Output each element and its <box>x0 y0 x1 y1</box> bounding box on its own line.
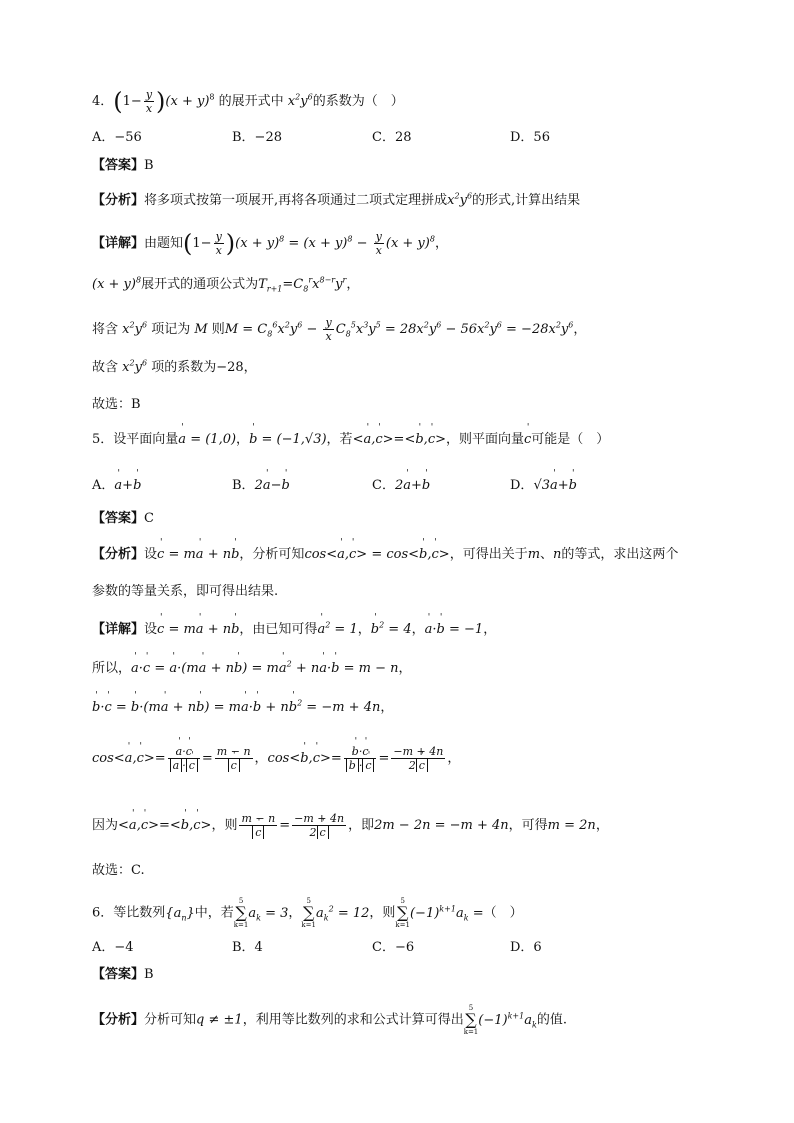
q5-analysis-line-1: 【分析】设' c = m' a + n' b，分析可知cos<' a,' c> = cos<' b,' c>，可得出关于m、n的等式，求出这两个 <box>92 547 734 564</box>
q4-stem: 4．(1− $\frac{y}{x}$ )$(x + y)^8$ 的展开式中 $x^2y^6$的系数为（ ） <box>92 87 404 116</box>
q6-analysis: 【分析】分析可知q ≠ ±1，利用等比数列的求和公式计算可得出5 ∑ $k=1(-1)^{k+1}a_k$的值. <box>92 1004 567 1036</box>
q5-detail-line-3: ' b·' c = ' b·(m' a + n' b) = m' a·' b + n' $b^2 = -m + 4n$， <box>92 700 734 717</box>
q4-detail-line-1: 【详解】由题知(1− $\frac{y}{x}$ )$(x + y)^8 = (x + y)^8$ − $\frac{y}{x}$ $(x + y)^8$， <box>92 229 448 258</box>
q5-detail-line-4: cos<' a,' c>= ' a·' c ' a ·' c = m − n ' c ，cos<' b,' c>= ' b·' c ' b ·' c = $\frac{-m + 4n}{2' c}$ ， <box>92 745 734 772</box>
q5-option-b: B．2' a−' b <box>232 474 290 493</box>
q4-option-b: B．−28 <box>232 130 282 145</box>
q5-stem: 5．设平面向量' a = (1,0)，' b = (−1,√3)，若<' a,' c>=<' b,' c>，则平面向量' c可能是（ ） <box>92 432 734 449</box>
q4-detail-line-4: 故含 $x^2y^6$ 项的系数为−28， <box>92 358 257 375</box>
q5-choose: 故选：C. <box>92 863 145 878</box>
q5-option-d: D．√3' a+' b <box>510 474 577 493</box>
q4-detail-line-3: 将含 $x^2y^6$ 项记为 M 则$M = C_8^6x^2y^6$ − $\frac{y}{x}$ $C_8^5x^3y^5 = 28x^2y^6 - 56x^2y^6 = -28x^2y^6$， <box>92 316 587 343</box>
q4-answer: 【答案】B <box>92 158 154 173</box>
q6-answer: 【答案】B <box>92 967 154 982</box>
q4-option-d: D．56 <box>510 130 550 145</box>
q5-detail-line-5: 因为<' a,' c>=<' b,' c>，则 m − n ' c = $\frac{-m + 4n}{2' c}$ ，即2m − 2n = −m + 4n，可得m = 2n， <box>92 812 734 839</box>
q6-option-b: B．4 <box>232 940 263 955</box>
q4-option-c: C．28 <box>372 130 412 145</box>
q5-option-a: A．' a+' b <box>92 474 141 493</box>
q6-option-a: A．−4 <box>92 940 134 955</box>
q5-analysis-line-2: 参数的等量关系，即可得出结果. <box>92 584 279 599</box>
q4-analysis: 【分析】将多项式按第一项展开,再将各项通过二项式定理拼成$x^2y^6$的形式,计算出结果 <box>92 191 581 208</box>
q5-detail-line-2: 所以，' a·' c = ' a·(m' a + n' b) = m' $a^2 + n'$ a·' b = m − n， <box>92 661 734 678</box>
q4-choose: 故选：B <box>92 397 141 412</box>
q6-option-d: D．6 <box>510 940 542 955</box>
q5-answer: 【答案】C <box>92 511 154 526</box>
q4-detail-line-2: $(x + y)^8$展开式的通项公式为$T_{r+1}=C_8^rx^{8-r}y^r$， <box>92 275 360 294</box>
q6-stem: 6．等比数列$\{a_n\}$中，若5 ∑ $k=1a_k = 3$，5 ∑ $k=1a_k^2 = 12$，则5 ∑ $k=1(-1)^{k+1}a_k$ =（ ） <box>92 897 523 929</box>
q5-option-c: C．2' a+' b <box>372 474 430 493</box>
q5-detail-line-1: 【详解】设' c = m' a + n' b，由已知可得' $a^2 = 1$，' $b^2 = 4$，' a·' b = −1， <box>92 622 734 639</box>
q4-option-a: A．−56 <box>92 130 142 145</box>
q6-option-c: C．−6 <box>372 940 415 955</box>
